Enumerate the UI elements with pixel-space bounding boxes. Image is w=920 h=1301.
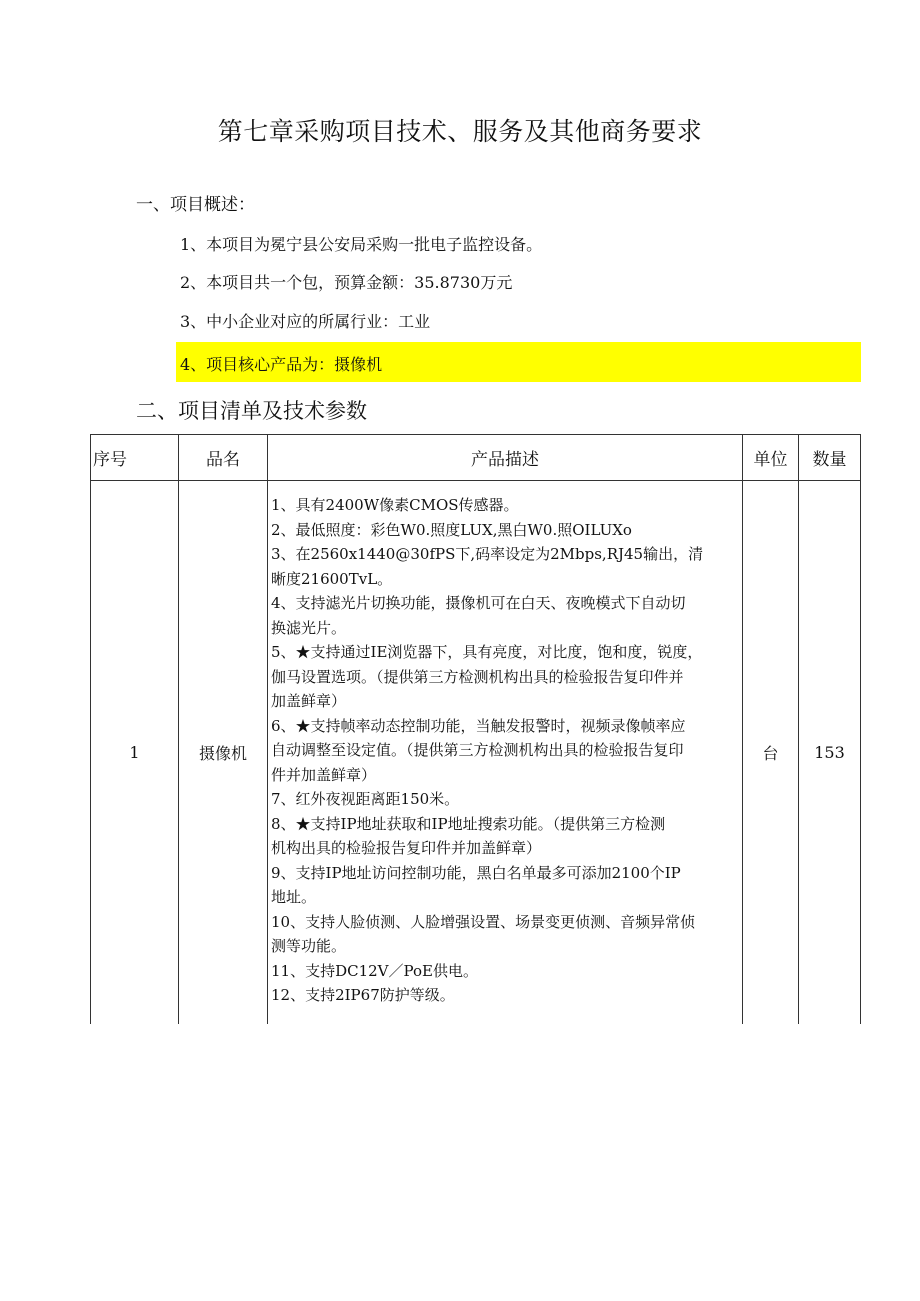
desc-line: 测等功能。 bbox=[271, 937, 347, 955]
cell-seq: 1 bbox=[91, 481, 179, 1025]
desc-line: 地址。 bbox=[271, 888, 317, 906]
desc-line: 2、最低照度：彩色W0.照度LUX,黑白W0.照OILUXo bbox=[271, 520, 632, 539]
desc-line: 加盖鲜章） bbox=[271, 692, 347, 710]
spec-table bbox=[90, 434, 861, 1024]
desc-line: 6、★支持帧率动态控制功能，当触发报警时，视频录像帧率应 bbox=[271, 716, 686, 735]
table-header-row bbox=[91, 435, 861, 481]
desc-line: 9、支持IP地址访问控制功能，黑白名单最多可添加2100个IP bbox=[271, 863, 681, 882]
header-description: 产品描述 bbox=[268, 435, 743, 481]
cell-name: 摄像机 bbox=[179, 481, 268, 1025]
desc-line: 件并加盖鲜章） bbox=[271, 765, 377, 784]
header-unit: 单位 bbox=[743, 435, 799, 481]
desc-line: 12、支持2IP67防护等级。 bbox=[271, 986, 455, 1004]
desc-line: 7、红外夜视距离距150米。 bbox=[271, 790, 460, 808]
cell-unit: 台 bbox=[743, 481, 799, 1025]
desc-line: 3、在2560x1440@30fPS下,码率设定为2Mbps,RJ45输出，清 bbox=[271, 545, 704, 563]
section-heading-list: 二、项目清单及技术参数 bbox=[136, 399, 367, 423]
table-row bbox=[91, 481, 861, 1025]
desc-line: 11、支持DC12V／PoE供电。 bbox=[271, 961, 478, 980]
overview-item-3: 3、中小企业对应的所属行业：工业 bbox=[180, 312, 431, 331]
overview-item-4: 4、项目核心产品为：摄像机 bbox=[180, 355, 383, 374]
desc-line: 5、★支持通过IE浏览器下，具有亮度，对比度，饱和度，锐度， bbox=[271, 643, 703, 661]
desc-line: 8、★支持IP地址获取和IP地址搜索功能。（提供第三方检测 bbox=[271, 814, 666, 833]
header-quantity: 数量 bbox=[799, 435, 861, 481]
cell-description bbox=[268, 481, 743, 1025]
desc-line: 晰度21600TvL。 bbox=[271, 569, 393, 588]
page-title: 第七章采购项目技术、服务及其他商务要求 bbox=[217, 117, 703, 146]
desc-line: 换滤光片。 bbox=[271, 618, 347, 637]
overview-item-1: 1、本项目为冕宁县公安局采购一批电子监控设备。 bbox=[180, 235, 543, 254]
desc-line: 机构出具的检验报告复印件并加盖鲜章） bbox=[271, 839, 542, 857]
desc-line: 4、支持滤光片切换功能，摄像机可在白天、夜晚模式下自动切 bbox=[271, 594, 686, 612]
desc-line: 10、支持人脸侦测、人脸增强设置、场景变更侦测、音频异常侦 bbox=[271, 912, 696, 931]
overview-item-2: 2、本项目共一个包，预算金额：35.8730万元 bbox=[180, 273, 513, 292]
section-heading-overview: 一、项目概述： bbox=[136, 195, 255, 215]
desc-line: 1、具有2400W像素CMOS传感器。 bbox=[271, 496, 519, 514]
desc-line: 自动调整至设定值。（提供第三方检测机构出具的检验报告复印 bbox=[271, 741, 684, 759]
cell-quantity: 153 bbox=[799, 481, 861, 1025]
desc-line: 伽马设置选项。（提供第三方检测机构出具的检验报告复印件并 bbox=[271, 667, 684, 686]
header-seq: 序号 bbox=[91, 435, 179, 481]
header-name: 品名 bbox=[179, 435, 268, 481]
